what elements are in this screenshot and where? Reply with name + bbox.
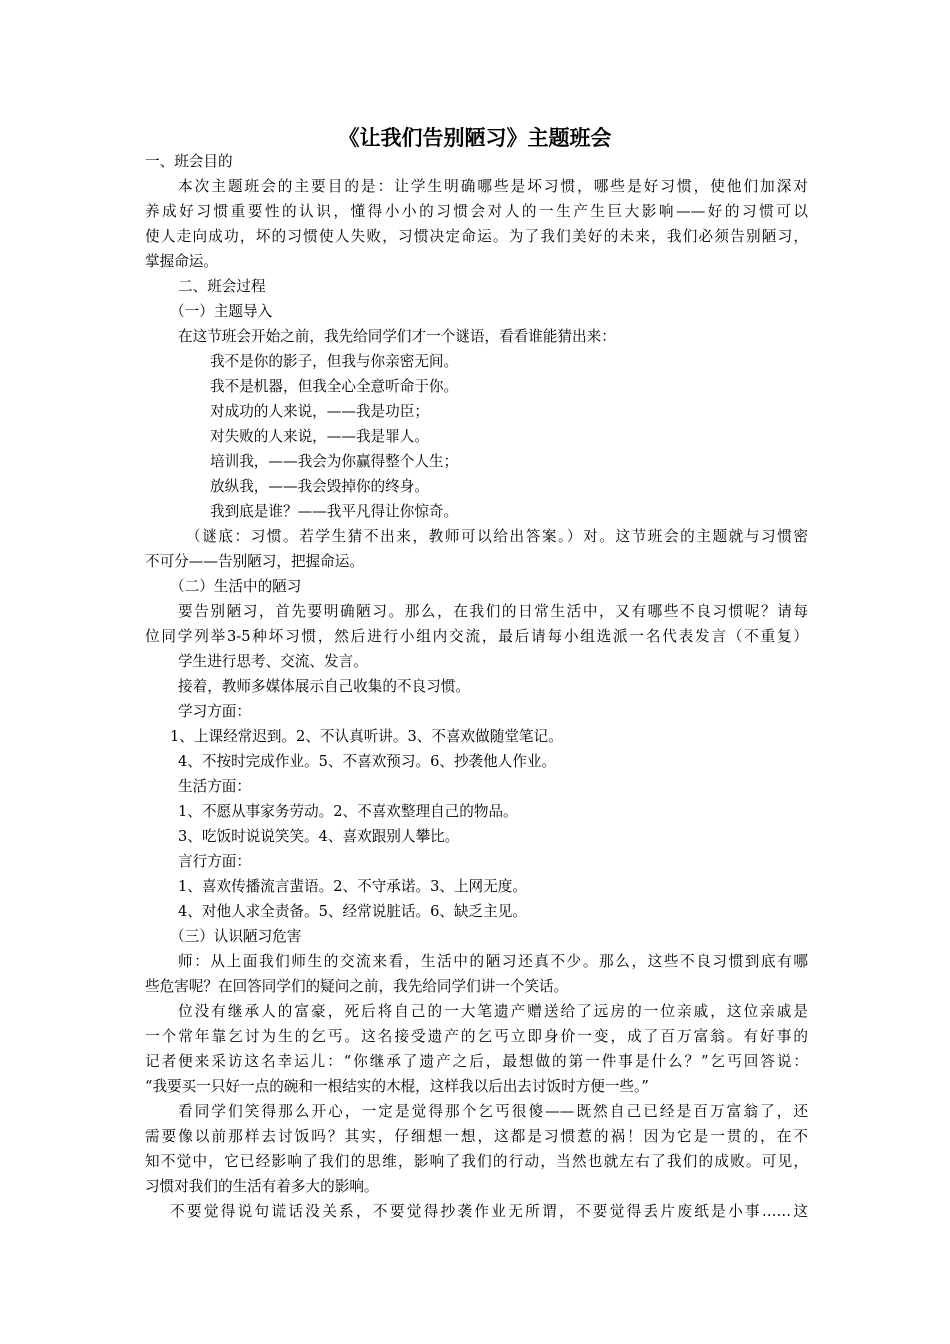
paragraph-line: 本次主题班会的主要目的是：让学生明确哪些是坏习惯，哪些是好习惯，使他们加深对 <box>178 178 808 195</box>
paragraph-line: 养成好习惯重要性的认识，懂得小小的习惯会对人的一生产生巨大影响——好的习惯可以 <box>145 203 808 220</box>
paragraph-line: 学生进行思考、交流、发言。 <box>178 653 368 670</box>
paragraph-line: 接着，教师多媒体展示自己收集的不良习惯。 <box>178 678 470 695</box>
subsection-heading: （三）认识陋习危害 <box>170 928 302 945</box>
paragraph-line: 师：从上面我们师生的交流来看，生活中的陋习还真不少。那么，这些不良习惯到底有哪 <box>178 953 808 970</box>
list-item: 1、不愿从事家务劳动。2、不喜欢整理自己的物品。 <box>178 803 518 820</box>
paragraph-line: 习惯对我们的生活有着多大的影响。 <box>145 1178 379 1195</box>
riddle-line: 对成功的人来说，——我是功臣； <box>210 403 429 420</box>
paragraph-line: 需要像以前那样去讨饭吗？其实，仔细想一想，这都是习惯惹的祸！因为它是一贯的，在不 <box>145 1128 808 1145</box>
paragraph-line: “我要买一只好一点的碗和一根结实的木棍，这样我以后出去讨饭时方便一些。” <box>145 1078 649 1095</box>
list-item: 4、不按时完成作业。5、不喜欢预习。6、抄袭他人作业。 <box>178 753 557 770</box>
riddle-line: 对失败的人来说，——我是罪人。 <box>210 428 429 445</box>
riddle-line: 培训我，——我会为你赢得整个人生； <box>210 453 459 470</box>
riddle-line: 我不是你的影子，但我与你亲密无间。 <box>210 353 459 370</box>
paragraph-line: 看同学们笑得那么开心，一定是觉得那个乞丐很傻——既然自己已经是百万富翁了，还 <box>178 1103 808 1120</box>
riddle-line: 我不是机器，但我全心全意听命于你。 <box>210 378 459 395</box>
paragraph-line: 位没有继承人的富豪，死后将自己的一大笔遗产赠送给了远房的一位亲戚，这位亲戚是 <box>178 1003 808 1020</box>
riddle-line: 我到底是谁？——我平凡得让你惊奇。 <box>210 503 459 520</box>
paragraph-line: 不要觉得说句谎话没关系，不要觉得抄袭作业无所谓，不要觉得丢片废纸是小事……这 <box>170 1203 808 1220</box>
list-item: 1、喜欢传播流言蜚语。2、不守承诺。3、上网无度。 <box>178 878 527 895</box>
section-heading-process: 二、班会过程 <box>178 278 266 295</box>
paragraph-line: 在这节班会开始之前，我先给同学们才一个谜语，看看谁能猜出来： <box>178 328 616 345</box>
subsection-heading: （二）生活中的陋习 <box>170 578 302 595</box>
list-item: 3、吃饭时说说笑笑。4、喜欢跟别人攀比。 <box>178 828 460 845</box>
list-item: 4、对他人求全责备。5、经常说脏话。6、缺乏主见。 <box>178 903 527 920</box>
paragraph-line: （谜底：习惯。若学生猜不出来，教师可以给出答案。）对。这节班会的主题就与习惯密 <box>186 528 808 545</box>
paragraph-line: 使人走向成功，坏的习惯使人失败，习惯决定命运。为了我们美好的未来，我们必须告别陋习， <box>145 228 808 245</box>
paragraph-line: 位同学列举3-5种坏习惯，然后进行小组内交流，最后请每小组选派一名代表发言（不重复） <box>145 628 808 645</box>
paragraph-line: 掌握命运。 <box>145 253 218 270</box>
paragraph-line: 一个常年靠乞讨为生的乞丐。这名接受遗产的乞丐立即身价一变，成了百万富翁。有好事的 <box>145 1028 808 1045</box>
section-heading-purpose: 一、班会目的 <box>145 153 233 170</box>
paragraph-line: 记者便来采访这名幸运儿：“你继承了遗产之后，最想做的第一件事是什么？”乞丐回答说： <box>145 1053 808 1070</box>
paragraph-line: 要告别陋习，首先要明确陋习。那么，在我们的日常生活中，又有哪些不良习惯呢？请每 <box>178 603 808 620</box>
paragraph-line: 知不觉中，它已经影响了我们的思维，影响了我们的行动，当然也就左右了我们的成败。可见， <box>145 1153 808 1170</box>
paragraph-line: 些危害呢？在回答同学们的疑问之前，我先给同学们讲一个笑话。 <box>145 978 569 995</box>
list-item: 1、上课经常迟到。2、不认真听讲。3、不喜欢做随堂笔记。 <box>170 728 563 745</box>
riddle-line: 放纵我，——我会毁掉你的终身。 <box>210 478 429 495</box>
list-heading: 学习方面： <box>178 703 251 720</box>
paragraph-line: 不可分——告别陋习，把握命运。 <box>145 553 364 570</box>
subsection-heading: （一）主题导入 <box>170 303 273 320</box>
document-title: 《让我们告别陋习》主题班会 <box>338 125 612 150</box>
list-heading: 言行方面： <box>178 853 251 870</box>
list-heading: 生活方面： <box>178 778 251 795</box>
